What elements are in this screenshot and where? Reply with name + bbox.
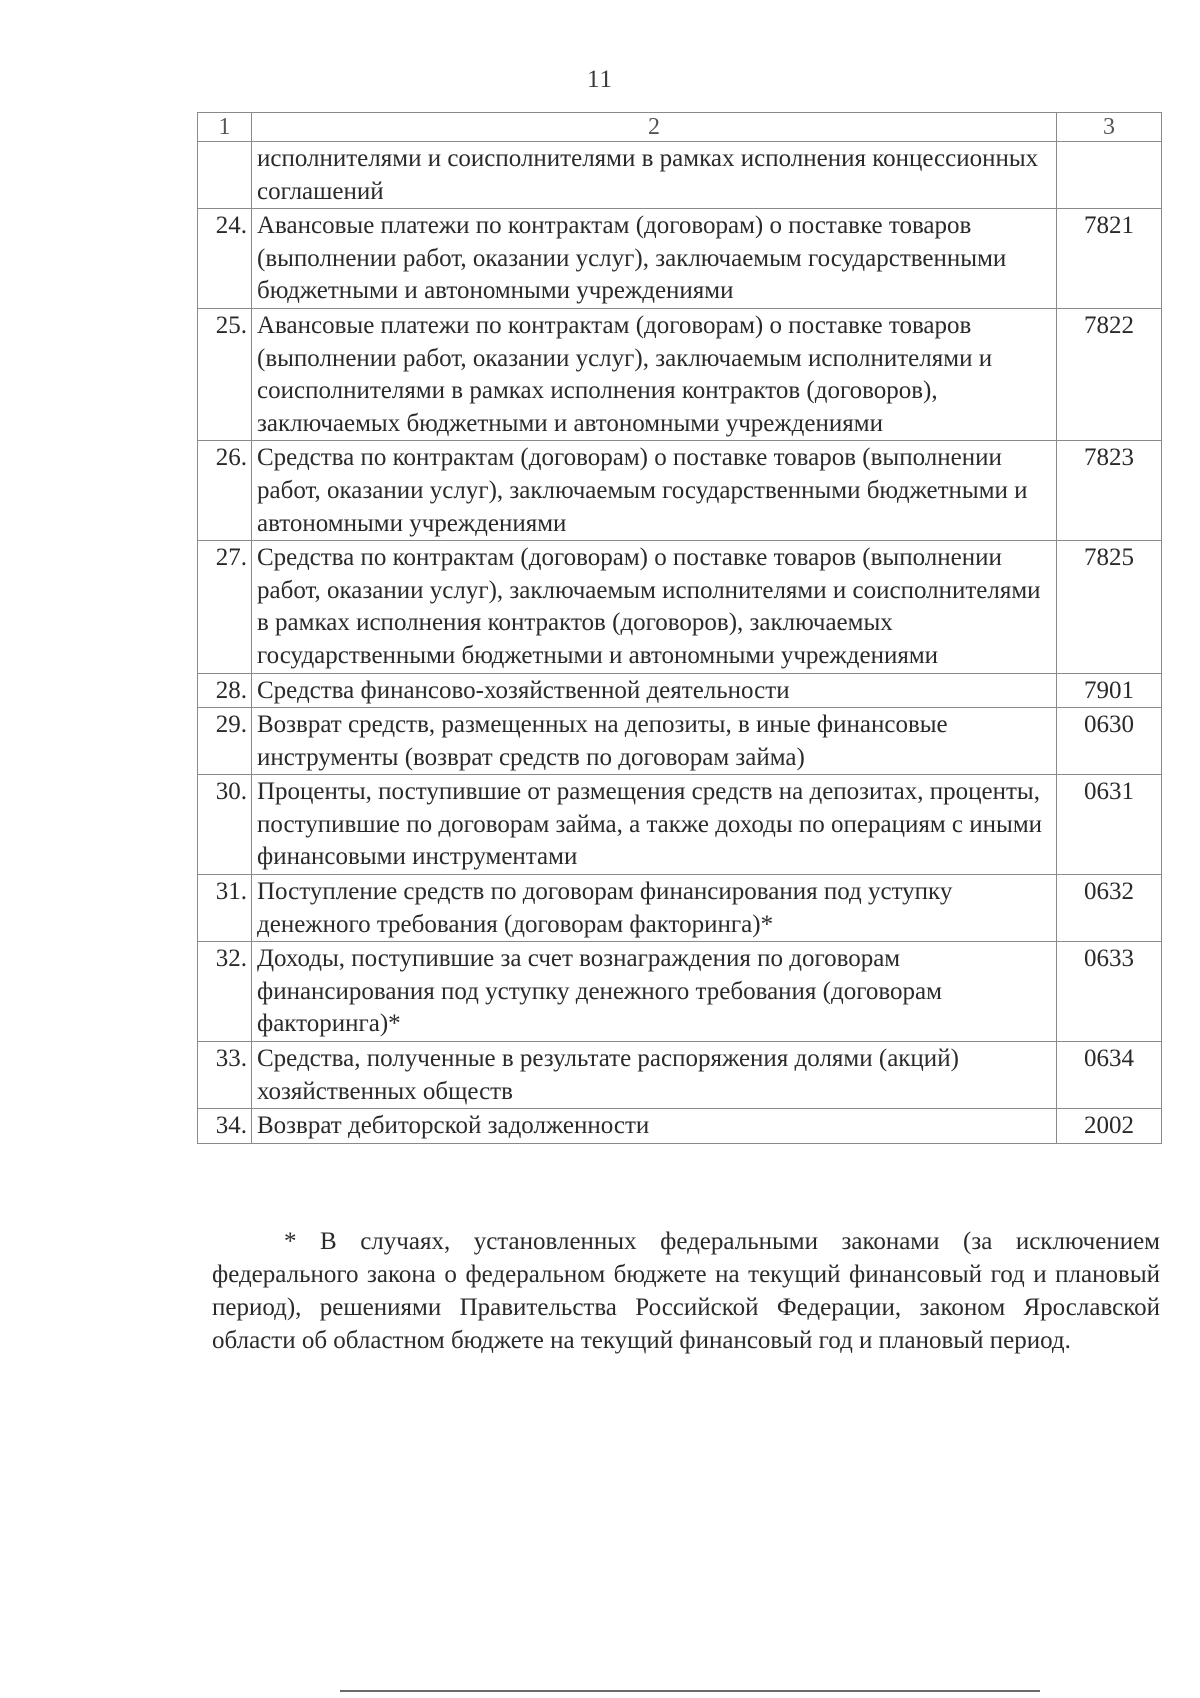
row-text: Поступление средств по договорам финансирования под уступку денежного требования (договорам факторинга)* (252, 875, 1057, 942)
row-text: Авансовые платежи по контрактам (договорам) о поставке товаров (выполнении работ, оказании услуг), заключаемым исполнителями и соисполнителями в рамках исполнения контрактов (договоров), заключаемых бюджетными и автономными учреждениями (252, 308, 1057, 440)
row-number: 30. (198, 775, 252, 875)
row-number: 25. (198, 308, 252, 440)
row-text: исполнителями и соисполнителями в рамках исполнения концессионных соглашений (252, 142, 1057, 209)
table-header-row (198, 113, 1162, 142)
table-row (198, 1042, 1162, 1109)
row-text: Возврат средств, размещенных на депозиты, в иные финансовые инструменты (возврат средств по договорам займа) (252, 708, 1057, 775)
row-text: Авансовые платежи по контрактам (договорам) о поставке товаров (выполнении работ, оказании услуг), заключаемым государственными бюджетными и автономными учреждениями (252, 209, 1057, 309)
row-code (1057, 142, 1162, 209)
table-row (198, 441, 1162, 541)
row-code: 2002 (1057, 1109, 1162, 1144)
row-text: Средства по контрактам (договорам) о поставке товаров (выполнении работ, оказании услуг), заключаемым государственными бюджетными и автономными учреждениями (252, 441, 1057, 541)
row-text: Средства финансово-хозяйственной деятельности (252, 673, 1057, 708)
row-code: 0631 (1057, 775, 1162, 875)
table-row (198, 308, 1162, 440)
row-text: Возврат дебиторской задолженности (252, 1109, 1057, 1144)
table-row (198, 209, 1162, 309)
codes-table (197, 112, 1162, 1144)
column-header: 3 (1057, 113, 1162, 142)
row-text: Средства по контрактам (договорам) о поставке товаров (выполнении работ, оказании услуг), заключаемым исполнителями и соисполнителями в рамках исполнения контрактов (договоров), заключаемых государственными бюджетными и автономными учреждениями (252, 541, 1057, 673)
table-row (198, 775, 1162, 875)
column-header: 2 (252, 113, 1057, 142)
row-number: 34. (198, 1109, 252, 1144)
row-code: 7825 (1057, 541, 1162, 673)
table-row (198, 673, 1162, 708)
row-text: Средства, полученные в результате распоряжения долями (акций) хозяйственных обществ (252, 1042, 1057, 1109)
table-row (198, 541, 1162, 673)
row-code: 7823 (1057, 441, 1162, 541)
bottom-divider (340, 1690, 1040, 1692)
row-number (198, 142, 252, 209)
row-number: 29. (198, 708, 252, 775)
table-row (198, 942, 1162, 1042)
row-number: 32. (198, 942, 252, 1042)
table-row (198, 1109, 1162, 1144)
row-number: 31. (198, 875, 252, 942)
table-row (198, 142, 1162, 209)
row-number: 24. (198, 209, 252, 309)
row-code: 0634 (1057, 1042, 1162, 1109)
row-text: Доходы, поступившие за счет вознаграждения по договорам финансирования под уступку денежного требования (договорам факторинга)* (252, 942, 1057, 1042)
row-code: 7822 (1057, 308, 1162, 440)
row-code: 7821 (1057, 209, 1162, 309)
page-number: 11 (586, 66, 614, 93)
row-code: 0630 (1057, 708, 1162, 775)
row-code: 0632 (1057, 875, 1162, 942)
table-row (198, 708, 1162, 775)
footnote: * В случаях, установленных федеральными законами (за исключением федерального закона о федеральном бюджете на текущий финансовый год и плановый период), решениями Правительства Российской Федерации, законом Ярославской области об областном бюджете на текущий финансовый год и плановый период. (212, 1228, 1160, 1354)
row-number: 27. (198, 541, 252, 673)
row-text: Проценты, поступившие от размещения средств на депозитах, проценты, поступившие по договорам займа, а также доходы по операциям с иными финансовыми инструментами (252, 775, 1057, 875)
row-code: 7901 (1057, 673, 1162, 708)
row-number: 26. (198, 441, 252, 541)
table-row (198, 875, 1162, 942)
row-number: 28. (198, 673, 252, 708)
row-code: 0633 (1057, 942, 1162, 1042)
column-header: 1 (198, 113, 252, 142)
row-number: 33. (198, 1042, 252, 1109)
